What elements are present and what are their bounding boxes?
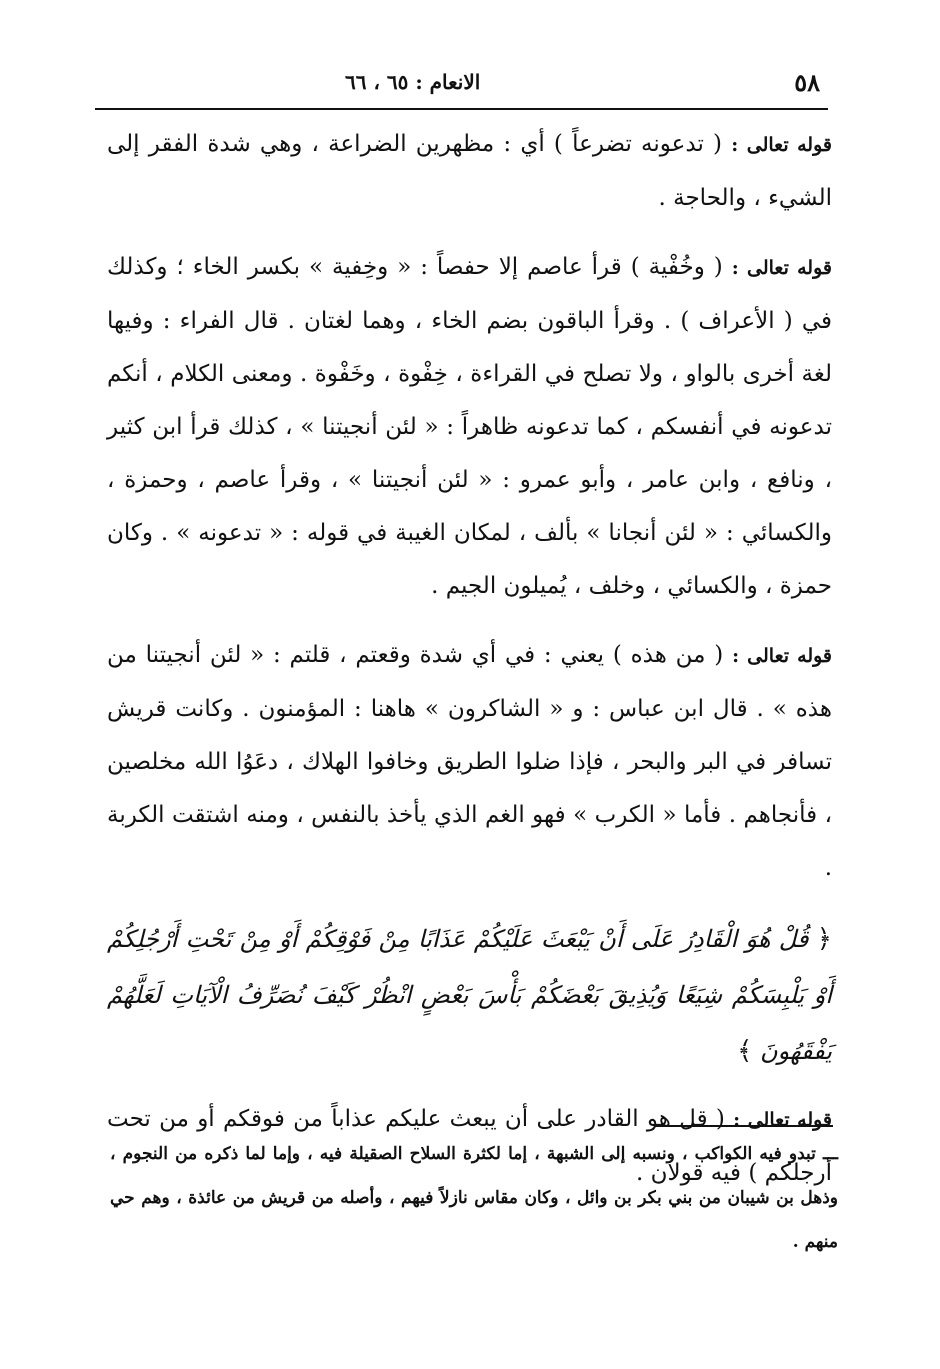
- paragraph-lead: قوله تعالى :: [731, 257, 832, 279]
- page-number: ٥٨: [794, 67, 820, 97]
- verse-close-bracket: ﴾: [737, 1036, 753, 1066]
- paragraph-text: ( وخُفْية ) قرأ عاصم إلا حفصاً : « وخِفية » بكسر الخاء ؛ وكذلك في ( الأعراف ) . وقرأ الباقون بضم الخاء ، وهما لغتان . قال الفراء : وفيها لغة أخرى بالواو ، ولا تصلح في القراءة ، خِفْوة ، وخَفْوة . ومعنى الكلام ، أنكم تدعونه في أنفسكم ، كما تدعونه ظاهراً : « لئن أنجيتنا » ، كذلك قرأ ابن كثير ، ونافع ، وابن عامر ، وأبو عمرو : « لئن أنجيتنا » ، وقرأ عاصم ، وحمزة ، والكسائي : « لئن أنجانا » بألف ، لمكان الغيبة في قوله : « تدعونه » . وكان حمزة ، والكسائي ، وخلف ، يُميلون الجيم .: [107, 254, 832, 599]
- paragraph-text: ( من هذه ) يعني : في أي شدة وقعتم ، قلتم : « لئن أنجيتنا من هذه » . قال ابن عباس : و « الشاكرون » هاهنا : المؤمنون . وكانت قريش تسافر في البر والبحر ، فإذا ضلوا الطريق وخافوا الهلاك ، دعَوُا الله مخلصين ، فأنجاهم . فأما « الكرب » فهو الغم الذي يأخذ بالنفس ، ومنه اشتقت الكربة .: [107, 642, 832, 881]
- paragraph-text: ( قل هو القادر على أن يبعث عليكم عذاباً من فوقكم أو من تحت أرجلكم ) فيه قولان .: [107, 1106, 832, 1186]
- footnote-dash: ـــ: [823, 1144, 838, 1164]
- verse-text: قُلْ هُوَ الْقَادِرُ عَلَى أَنْ يَبْعَثَ عَلَيْكُمْ عَذَابًا مِنْ فَوْقِكُمْ أَوْ مِنْ تَحْتِ أَرْجُلِكُمْ أَوْ يَلْبِسَكُمْ شِيَعًا وَيُذِيقَ بَعْضَكُمْ بَأْسَ بَعْضٍ انْظُرْ كَيْفَ نُصَرِّفُ الْآيَاتِ لَعَلَّهُمْ يَفْقَهُونَ: [107, 925, 832, 1065]
- quran-verse: [107, 911, 832, 1079]
- running-head: الانعام : ٦٥ ، ٦٦: [345, 70, 481, 94]
- page-header: [95, 62, 820, 102]
- header-rule: [95, 108, 828, 110]
- paragraph-lead: قوله تعالى :: [731, 134, 832, 156]
- verse-open-bracket: ﴿: [816, 924, 832, 954]
- paragraph-lead: قوله تعالى :: [732, 645, 833, 667]
- footnote-text: تبدو فيه الكواكب ، ونسبه إلى الشبهة ، إما لكثرة السلاح الصقيلة فيه ، وإما لما ذكره من النجوم ، وذهل بن شيبان من بني بكر بن وائل ، وكان مقاس نازلاً فيهم ، وأصله من قريش من عائذة ، وهم حي منهم .: [110, 1144, 838, 1252]
- paragraph-1: [107, 118, 832, 225]
- paragraph-text: ( تدعونه تضرعاً ) أي : مظهرين الضراعة ، وهي شدة الفقر إلى الشيء ، والحاجة .: [107, 131, 832, 211]
- paragraph-3: [107, 629, 832, 895]
- footnote: [110, 1132, 838, 1264]
- paragraph-2: [107, 241, 832, 613]
- footnote-rule: [655, 1125, 833, 1127]
- paragraph-lead: قوله تعالى :: [733, 1109, 833, 1131]
- body-text: [107, 118, 832, 1216]
